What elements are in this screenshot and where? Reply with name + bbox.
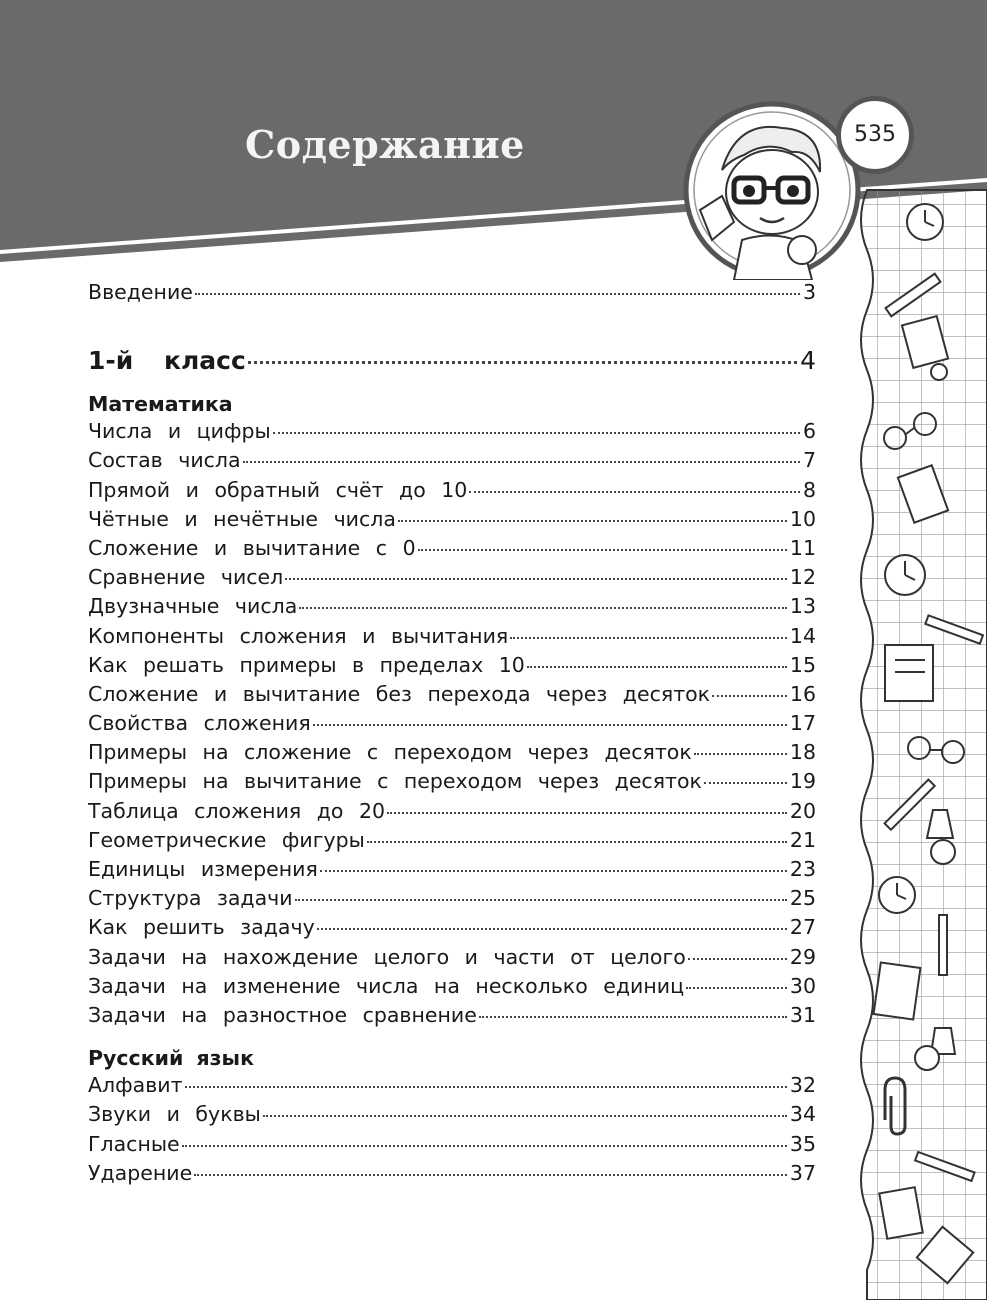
toc-entry[interactable]	[88, 915, 816, 944]
toc-entry-intro[interactable]	[88, 280, 816, 309]
toc-entry[interactable]	[88, 945, 816, 974]
alarm-clock-icon	[885, 555, 925, 595]
toc-entry-label: Гласные	[88, 1131, 180, 1156]
section-math-list	[88, 419, 816, 1032]
toc-entry-label: Состав числа	[88, 448, 241, 473]
section-heading-math: Математика	[88, 392, 233, 417]
toc-grade-page: 4	[800, 346, 816, 376]
toc-entry-label: Сравнение чисел	[88, 565, 284, 590]
alarm-clock-icon	[907, 204, 943, 240]
dot-leader	[479, 1016, 787, 1018]
dot-leader	[194, 1174, 787, 1176]
dot-leader	[263, 1115, 787, 1117]
toc-entry-label: Числа и цифры	[88, 419, 271, 444]
toc-entry-page: 21	[789, 827, 816, 852]
toc-entry-label: Примеры на сложение с переходом через десяток	[88, 740, 692, 765]
toc-entry-page: 19	[789, 769, 816, 794]
toc-entry[interactable]	[88, 799, 816, 828]
toc-entry-page: 34	[789, 1102, 816, 1127]
pen-icon	[939, 915, 947, 975]
toc-entry-label: Как решать примеры в пределах 10	[88, 652, 525, 677]
dot-leader	[469, 491, 800, 493]
toc-entry-label: Ударение	[88, 1160, 193, 1185]
dot-leader	[295, 899, 787, 901]
dot-leader	[367, 841, 787, 843]
toc-entry-label: Чётные и нечётные числа	[88, 506, 396, 531]
toc-entry-page: 16	[789, 681, 816, 706]
toc-entry-page: 35	[789, 1131, 816, 1156]
toc-entry-page: 15	[789, 652, 816, 677]
toc-entry-label: Задачи на изменение числа на несколько единиц	[88, 973, 685, 998]
dot-leader	[688, 958, 787, 960]
toc-entry[interactable]	[88, 974, 816, 1003]
toc-entry-label: Таблица сложения до 20	[88, 798, 386, 823]
toc-entry[interactable]	[88, 1073, 816, 1102]
toc-entry[interactable]	[88, 828, 816, 857]
dot-leader	[418, 549, 787, 551]
toc-entry-page: 29	[789, 944, 816, 969]
toc-entry[interactable]	[88, 1003, 816, 1032]
dot-leader	[313, 724, 787, 726]
toc-grade-label: 1-й класс	[88, 346, 246, 376]
toc-entry[interactable]	[88, 594, 816, 623]
dot-leader	[273, 432, 800, 434]
page-number-badge: 535	[836, 96, 914, 174]
table-of-contents	[88, 278, 816, 1190]
toc-entry-page: 3	[802, 280, 816, 304]
toc-entry-page: 31	[789, 1002, 816, 1027]
toc-entry[interactable]	[88, 769, 816, 798]
toc-grade-heading[interactable]	[88, 346, 816, 382]
dot-leader	[686, 987, 787, 989]
dot-leader	[320, 870, 787, 872]
toc-entry-page: 14	[789, 623, 816, 648]
section-russian-list	[88, 1073, 816, 1190]
toc-entry-page: 27	[789, 915, 816, 940]
toc-entry-page: 37	[789, 1160, 816, 1185]
toc-entry-page: 11	[789, 535, 816, 560]
toc-entry[interactable]	[88, 1102, 816, 1131]
toc-entry-label: Структура задачи	[88, 886, 293, 911]
toc-entry-label: Примеры на вычитание с переходом через десяток	[88, 769, 702, 794]
section-heading-russian: Русский язык	[88, 1046, 254, 1071]
grid-paper-strip	[855, 160, 987, 1300]
dot-leader	[182, 1145, 787, 1147]
toc-entry-page: 10	[789, 506, 816, 531]
dot-leader	[510, 637, 787, 639]
toc-entry-page: 12	[789, 565, 816, 590]
toc-entry-label: Геометрические фигуры	[88, 827, 365, 852]
dot-leader	[317, 928, 787, 930]
alarm-clock-icon	[879, 877, 915, 913]
dot-leader	[195, 293, 800, 295]
dot-leader	[694, 753, 787, 755]
toc-entry-page: 25	[789, 886, 816, 911]
toc-entry[interactable]	[88, 536, 816, 565]
toc-entry[interactable]	[88, 711, 816, 740]
dot-leader	[398, 520, 787, 522]
toc-entry-page: 23	[789, 857, 816, 881]
toc-entry[interactable]	[88, 653, 816, 682]
toc-entry-label: Как решить задачу	[88, 915, 315, 940]
boy-with-glasses-icon	[682, 100, 862, 280]
toc-entry[interactable]	[88, 565, 816, 594]
dot-leader	[299, 607, 787, 609]
toc-entry[interactable]	[88, 682, 816, 711]
toc-entry-page: 7	[802, 448, 816, 473]
dot-leader	[712, 695, 787, 697]
toc-entry-page: 30	[789, 973, 816, 998]
toc-entry[interactable]	[88, 419, 816, 448]
toc-entry[interactable]	[88, 740, 816, 769]
dot-leader	[704, 782, 787, 784]
toc-entry-page: 6	[802, 419, 816, 444]
toc-entry-page: 8	[802, 477, 816, 502]
notebook-icon	[879, 1187, 922, 1239]
toc-entry[interactable]	[88, 448, 816, 477]
dot-leader	[243, 461, 800, 463]
dot-leader	[387, 812, 787, 814]
toc-entry-label: Сложение и вычитание без перехода через десяток	[88, 681, 711, 706]
notebook-icon	[885, 645, 933, 701]
dot-leader	[185, 1086, 787, 1088]
dot-leader	[527, 666, 787, 668]
toc-entry-page: 18	[789, 740, 816, 765]
page-title: Содержание	[245, 122, 525, 167]
toc-entry-label: Двузначные числа	[88, 594, 298, 619]
toc-entry[interactable]	[88, 478, 816, 507]
toc-entry-label: Компоненты сложения и вычитания	[88, 623, 509, 648]
toc-entry[interactable]	[88, 1161, 816, 1190]
toc-entry-page: 13	[789, 594, 816, 619]
toc-entry-label: Единицы измерения	[88, 857, 318, 881]
toc-entry[interactable]	[88, 507, 816, 536]
dot-leader	[248, 361, 797, 364]
toc-entry-label: Свойства сложения	[88, 711, 311, 736]
toc-entry-page: 20	[789, 798, 816, 823]
toc-entry-label: Алфавит	[88, 1073, 183, 1098]
toc-entry[interactable]	[88, 857, 816, 886]
toc-entry-label: Звуки и буквы	[88, 1102, 261, 1127]
toc-entry[interactable]	[88, 886, 816, 915]
toc-entry-label: Задачи на нахождение целого и части от целого	[88, 944, 686, 969]
toc-entry[interactable]	[88, 624, 816, 653]
dot-leader	[285, 578, 787, 580]
toc-entry-label: Задачи на разностное сравнение	[88, 1002, 477, 1027]
toc-entry-label: Введение	[88, 280, 193, 304]
toc-entry-page: 32	[789, 1073, 816, 1098]
toc-entry-label: Прямой и обратный счёт до 10	[88, 477, 468, 502]
book-icon	[874, 962, 921, 1019]
toc-entry[interactable]	[88, 1132, 816, 1161]
toc-entry-label: Сложение и вычитание с 0	[88, 535, 416, 560]
toc-entry-page: 17	[789, 711, 816, 736]
